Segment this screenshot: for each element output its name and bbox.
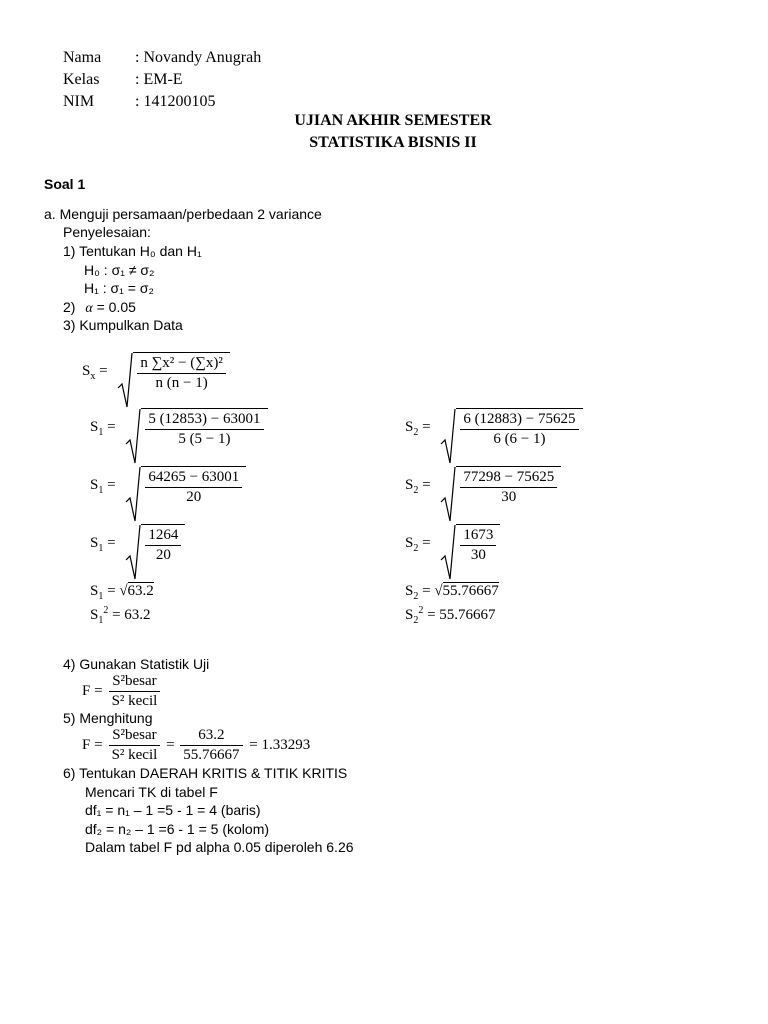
nim-value: : 141200105 bbox=[135, 93, 216, 110]
s1-squared: $S_1^2 = 63.2$ bbox=[90, 605, 151, 626]
step-2-number: 2) bbox=[63, 299, 76, 315]
sqrt-icon bbox=[440, 466, 561, 506]
sx-symbol: S bbox=[82, 362, 91, 379]
nama-label: Nama bbox=[63, 49, 102, 66]
s1-symbol: S bbox=[90, 534, 99, 551]
sqrt-icon bbox=[125, 524, 185, 564]
s2-root: $S_2 = √55.76667$ bbox=[405, 583, 499, 602]
s1-symbol: S bbox=[90, 607, 99, 623]
equals-sign: = bbox=[166, 737, 175, 753]
s2-root-value: 55.76667 bbox=[442, 583, 499, 599]
s2-step-2: $S_2$ = $\frac{77298 - 75625}{30}$ bbox=[405, 466, 561, 506]
sqrt-icon bbox=[125, 466, 246, 506]
sqrt-icon bbox=[440, 524, 500, 564]
s2-squared-value: = 55.76667 bbox=[427, 607, 496, 623]
step-6-line-1: Mencari TK di tabel F bbox=[85, 784, 218, 800]
s1-squared-value: = 63.2 bbox=[112, 607, 151, 623]
s2-squared: $S_2^2 = 55.76667$ bbox=[405, 605, 496, 626]
s1-symbol: S bbox=[90, 583, 99, 599]
s2-step-3-numerator: 1673 bbox=[460, 527, 496, 546]
s2-step-1: $S_2$ = $\frac{6 (12883) - 75625}{6 (6 - 1)}$ bbox=[405, 408, 583, 448]
s1-step-3-denominator: 20 bbox=[155, 547, 171, 563]
f-denominator: S² kecil bbox=[111, 747, 158, 763]
s2-subscript: 2 bbox=[413, 615, 419, 626]
sx-numerator: n ∑x² − (∑x)² bbox=[137, 355, 226, 374]
f-value-numerator: 63.2 bbox=[180, 727, 242, 746]
s2-subscript: 2 bbox=[413, 542, 419, 554]
step-6-line-2: df₁ = n₁ – 1 =5 - 1 = 4 (baris) bbox=[85, 802, 261, 818]
s2-subscript: 2 bbox=[413, 484, 419, 496]
f-numerator: S²besar bbox=[109, 673, 161, 692]
exam-title: UJIAN AKHIR SEMESTER bbox=[294, 112, 492, 129]
s1-step-1-denominator: 5 (5 − 1) bbox=[178, 431, 231, 447]
s1-step-2-numerator: 64265 − 63001 bbox=[145, 469, 242, 488]
sqrt-icon bbox=[117, 352, 230, 392]
s1-step-3-numerator: 1264 bbox=[145, 527, 181, 546]
f-denominator: S² kecil bbox=[111, 693, 158, 709]
sqrt-icon: √ bbox=[119, 583, 128, 599]
nama-value: : Novandy Anugrah bbox=[135, 49, 262, 66]
s2-symbol: S bbox=[405, 476, 414, 493]
step-6: 6) Tentukan DAERAH KRITIS & TITIK KRITIS bbox=[63, 765, 348, 781]
step-2-value: = 0.05 bbox=[96, 299, 136, 315]
sqrt-icon: √ bbox=[434, 583, 443, 599]
part-a-sub: Penyelesaian: bbox=[63, 224, 151, 240]
s2-subscript: 2 bbox=[413, 426, 419, 438]
hypothesis-h1: H₁ : σ₁ = σ₂ bbox=[84, 280, 154, 296]
course-title: STATISTIKA BISNIS II bbox=[309, 134, 477, 151]
s1-step-3: $S_1$ = $\frac{1264}{20}$ bbox=[90, 524, 185, 564]
s2-symbol: S bbox=[405, 583, 414, 599]
sx-denominator: n (n − 1) bbox=[155, 375, 208, 391]
step-5: 5) Menghitung bbox=[63, 710, 153, 726]
step-1: 1) Tentukan H₀ dan H₁ bbox=[63, 243, 202, 259]
s1-symbol: S bbox=[90, 418, 99, 435]
f-result: = 1.33293 bbox=[249, 737, 311, 753]
nim-label: NIM bbox=[63, 93, 95, 110]
s1-step-1-numerator: 5 (12853) − 63001 bbox=[145, 411, 263, 430]
kelas-value: : EM-E bbox=[135, 71, 183, 88]
hypothesis-h0: H₀ : σ₁ ≠ σ₂ bbox=[84, 262, 155, 278]
part-a-heading: a. Menguji persamaan/perbedaan 2 variance bbox=[44, 206, 322, 222]
s1-symbol: S bbox=[90, 476, 99, 493]
step-6-line-3: df₂ = n₂ – 1 =6 - 1 = 5 (kolom) bbox=[85, 821, 270, 837]
s1-step-1: $S_1$ = $\frac{5 (12853) - 63001}{5 (5 - 1)}$ bbox=[90, 408, 268, 448]
s2-subscript: 2 bbox=[413, 591, 419, 602]
f-numerator: S²besar bbox=[109, 727, 161, 746]
sx-formula: $S_x$ = $\frac{\text{n ∑x² − (∑x)²}}{n (n - 1)}$ bbox=[82, 352, 230, 392]
s1-subscript: 1 bbox=[98, 591, 104, 602]
s1-step-2-denominator: 20 bbox=[186, 489, 202, 505]
f-label: F = bbox=[82, 737, 103, 753]
alpha-icon: α bbox=[85, 301, 93, 316]
s2-step-1-denominator: 6 (6 − 1) bbox=[493, 431, 546, 447]
s1-subscript: 1 bbox=[98, 426, 104, 438]
s1-root-value: 63.2 bbox=[127, 583, 154, 599]
s1-subscript: 1 bbox=[98, 542, 104, 554]
s2-symbol: S bbox=[405, 534, 414, 551]
soal-title: Soal 1 bbox=[44, 176, 86, 192]
s1-step-2: $S_1$ = $\frac{64265 - 63001}{20}$ bbox=[90, 466, 246, 506]
kelas-label: Kelas bbox=[63, 71, 100, 88]
s2-symbol: S bbox=[405, 607, 414, 623]
step-6-line-4: Dalam tabel F pd alpha 0.05 diperoleh 6.26 bbox=[85, 839, 354, 855]
s2-symbol: S bbox=[405, 418, 414, 435]
sqrt-icon bbox=[125, 408, 267, 448]
s2-step-2-denominator: 30 bbox=[501, 489, 517, 505]
s2-step-2-numerator: 77298 − 75625 bbox=[460, 469, 557, 488]
f-statistic-formula bbox=[82, 673, 160, 710]
step-4: 4) Gunakan Statistik Uji bbox=[63, 656, 210, 672]
step-3: 3) Kumpulkan Data bbox=[63, 317, 183, 333]
s1-subscript: 1 bbox=[98, 484, 104, 496]
f-value-denominator: 55.76667 bbox=[183, 747, 240, 763]
step-2 bbox=[63, 299, 136, 317]
sqrt-icon bbox=[440, 408, 582, 448]
s1-root: $S_1 = √63.2$ bbox=[90, 583, 154, 602]
sx-subscript: x bbox=[90, 370, 96, 382]
f-calculation bbox=[82, 727, 310, 764]
s2-step-3-denominator: 30 bbox=[470, 547, 486, 563]
s2-step-1-numerator: 6 (12883) − 75625 bbox=[460, 411, 578, 430]
s2-step-3: $S_2$ = $\frac{1673}{30}$ bbox=[405, 524, 500, 564]
f-label: F = bbox=[82, 683, 103, 699]
s1-subscript: 1 bbox=[98, 615, 104, 626]
